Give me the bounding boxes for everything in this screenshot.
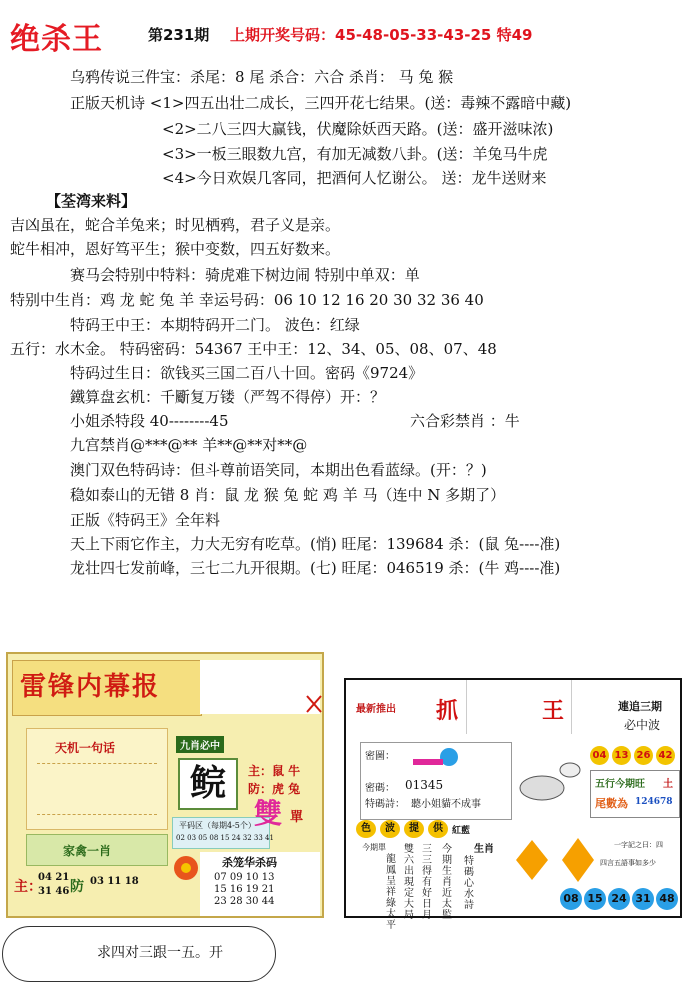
cage-numbers: 07 09 10 13	[214, 872, 275, 883]
special-poem-label: 特碼詩：	[365, 799, 405, 810]
color-tag: 色	[356, 820, 376, 838]
text-line: <4>今日欢娱几客同，把酒何人忆谢公。 送：龙牛送财来	[162, 169, 547, 187]
text-line: 澳门双色特码诗：但斗尊前语笑同，本期出色看蓝绿。(开：？)	[70, 461, 487, 479]
cage-title: 杀笼华杀码	[222, 856, 277, 869]
five-elements-label: 五行今期旺	[595, 779, 645, 790]
shuang-glyph: 雙	[254, 797, 283, 830]
left-panel-title: 雷锋内幕报	[20, 672, 161, 702]
secret-pic-label: 密圖：	[365, 751, 395, 762]
title-wang: 王	[542, 698, 565, 724]
must-hit-wave: 必中波	[624, 718, 661, 732]
secret-code-label: 密碼：	[365, 783, 395, 794]
text-line: 正版《特码王》全年料	[70, 511, 221, 529]
text-line: 九宫禁肖@***@** 羊**@**对**@	[70, 436, 308, 454]
yellow-ball: 13	[612, 746, 631, 765]
text-line: 乌鸦传说三件宝：杀尾：8 尾 杀合：六合 杀肖： 马 兔 猴	[70, 68, 454, 86]
section-heading: 【荃湾来料】	[46, 192, 137, 210]
blue-ball: 24	[608, 888, 630, 910]
text-line: 特别中生肖：鸡 龙 蛇 兔 羊 幸运号码：06 10 12 16 20 30 32 36 40	[10, 291, 484, 309]
cloud-bubble	[2, 926, 276, 982]
blue-ball: 31	[632, 888, 654, 910]
text-line: 特码过生日：欲钱买三国二百八十回。密码《9724》	[70, 364, 424, 382]
cloud-text: 求四对三跟一五。开	[97, 945, 223, 961]
tail-value: 124678	[635, 797, 673, 807]
logo-title: 绝杀王	[10, 22, 103, 57]
main-label: 主：	[14, 879, 42, 895]
text-line: 龙壮四七发前峰，三七二九开很期。(七) 旺尾：046519 杀：(牛 鸡----准)	[70, 559, 561, 577]
zodiac-label: 生肖	[474, 844, 494, 855]
five-elements-box	[590, 770, 680, 818]
color-tag: 波	[380, 820, 400, 838]
poultry-label: 家禽一肖	[63, 844, 112, 858]
ping-zone-numbers: 02 03 05 08 15 24 32 33 41	[176, 834, 274, 842]
left-panel-blank	[200, 660, 320, 714]
ping-zone-title: 平码区（每期4-5个）	[179, 821, 256, 830]
fang-zodiac: 防：虎 兔	[248, 782, 301, 796]
main-numbers-a: 04 21	[38, 872, 70, 883]
blue-ball: 08	[560, 888, 582, 910]
text-line: 特码王中王：本期特码开二门。 波色：红绿	[70, 316, 360, 334]
secret-box	[360, 742, 512, 820]
tail-label: 尾數為	[595, 797, 628, 810]
color-tag: 提	[404, 820, 424, 838]
note-b: 四言五語事如多少	[600, 859, 656, 867]
cage-numbers: 23 28 30 44	[214, 896, 275, 907]
title-zhua: 抓	[436, 698, 459, 724]
secret-code: 01345	[405, 778, 444, 792]
text-line: 正版天机诗 <1>四五出壮二成长，三四开花七结果。(送：毒辣不露暗中藏)	[70, 94, 572, 112]
zone-title: 九肖必中	[176, 736, 224, 753]
poem-this-period: 今期單	[362, 843, 386, 852]
text-line: <2>二八三四大赢钱，伏魔除妖西天路。(送：盛开滋味浓)	[162, 120, 554, 138]
poultry-box	[26, 834, 168, 866]
red-blue: 紅藍	[452, 826, 471, 836]
mouse-cat-illustration	[512, 750, 592, 814]
new-release: 最新推出	[356, 704, 396, 715]
text-line: <3>一板三眼数九宫，有加无减数八卦。(送：羊兔马牛虎	[162, 145, 548, 163]
color-tag: 供	[428, 820, 448, 838]
glyph-box: 鲩	[178, 758, 238, 810]
main-numbers-b: 31 46	[38, 886, 70, 897]
tianji-title: 天机一句话	[55, 741, 116, 755]
main-zodiac: 主：鼠 牛	[248, 764, 301, 778]
poem-column: 龍鳳呈祥綠太平	[386, 854, 396, 931]
fang-label: 防	[70, 879, 84, 895]
kill-cage-box	[200, 852, 320, 916]
text-line: 鐵算盘玄机：千斸复万镂（严驾不得停）开：？	[70, 388, 386, 406]
dan-glyph: 單	[290, 810, 304, 825]
three-periods: 連追三期	[618, 700, 662, 713]
blue-ball: 48	[656, 888, 678, 910]
fang-numbers: 03 11 18	[90, 876, 139, 887]
text-line: 吉凶虽在，蛇合羊兔来；时见栖鸦，君子义是亲。	[10, 216, 341, 234]
text-line: 赛马会特别中特料：骑虎难下树边闹 特别中单双：单	[70, 266, 420, 284]
cage-numbers: 15 16 19 21	[214, 884, 275, 895]
poem-column: 今期生肖近太監	[442, 844, 452, 921]
tianji-box	[26, 728, 168, 830]
yellow-ball: 04	[590, 746, 609, 765]
special-poem: 聽小姐貓不成事	[411, 799, 481, 810]
five-elements-value: 土	[663, 779, 673, 790]
poem-column: 三三得有好日月	[422, 844, 432, 921]
text-line: 稳如泰山的无错 8 肖：鼠 龙 猴 兔 蛇 鸡 羊 马（连中 N 多期了）	[70, 486, 506, 504]
right-ad-panel	[344, 678, 682, 931]
fish-illustration	[496, 830, 606, 894]
poem-column: 特碼心水詩	[464, 856, 474, 911]
close-icon	[304, 690, 324, 716]
tianji-lines	[37, 763, 157, 815]
text-line: 蛇牛相冲，恩好笃平生；猴中变数，四五好数来。	[10, 240, 341, 258]
yellow-ball: 42	[656, 746, 675, 765]
left-ad-panel	[6, 652, 324, 918]
text-line: 五行：水木金。 特码密码：54367 王中王：12、34、05、08、07、48	[10, 340, 497, 358]
blue-ball: 15	[584, 888, 606, 910]
last-draw-numbers: 上期开奖号码：45-48-05-33-43-25 特49	[230, 26, 533, 44]
note-a: 一字記之曰：四	[614, 841, 663, 849]
text-line: 天上下雨它作主，力大无穷有吃草。(悄) 旺尾：139684 杀：(鼠 兔----准)	[70, 535, 561, 553]
poem-column: 雙六出現定大局	[404, 844, 414, 921]
flower-icon	[168, 850, 204, 886]
key-icon	[409, 745, 469, 775]
issue-number: 第231期	[148, 26, 210, 44]
text-line: 小姐杀特段 40--------45	[70, 412, 229, 430]
text-line: 六合彩禁肖 ：牛	[410, 412, 520, 430]
yellow-ball: 26	[634, 746, 653, 765]
